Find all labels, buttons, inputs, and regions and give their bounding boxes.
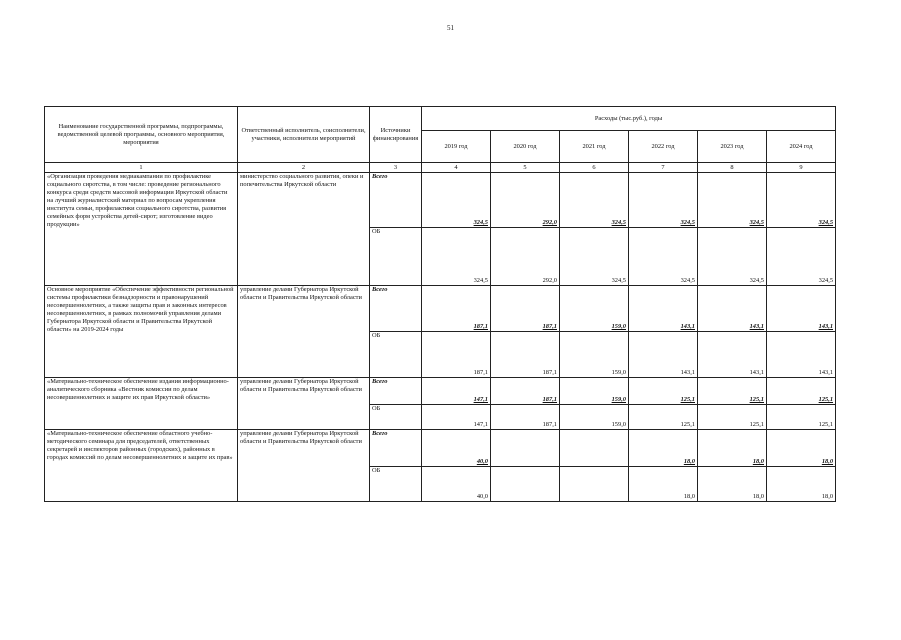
ob-value: 324,5 bbox=[767, 228, 836, 286]
header-name: Наименование государственной программы, подпрограммы, ведомственной целевой программы, основного мероприятия, мероприятия bbox=[45, 107, 238, 163]
total-value: 18,0 bbox=[629, 430, 698, 467]
ob-value: 125,1 bbox=[698, 405, 767, 430]
ob-value: 324,5 bbox=[629, 228, 698, 286]
total-value: 324,5 bbox=[629, 173, 698, 228]
ob-value: 187,1 bbox=[422, 332, 491, 378]
total-value: 143,1 bbox=[629, 286, 698, 332]
column-number: 8 bbox=[698, 163, 767, 173]
column-number: 5 bbox=[491, 163, 560, 173]
total-value: 324,5 bbox=[422, 173, 491, 228]
column-number: 6 bbox=[560, 163, 629, 173]
table-row bbox=[45, 430, 836, 467]
total-value: 187,1 bbox=[422, 286, 491, 332]
source-total-label: Всего bbox=[370, 173, 422, 228]
total-value: 292,0 bbox=[491, 173, 560, 228]
total-value: 147,1 bbox=[422, 378, 491, 405]
source-ob-label: ОБ bbox=[370, 228, 422, 286]
header-expenses: Расходы (тыс.руб.), годы bbox=[422, 107, 836, 131]
total-value: 143,1 bbox=[698, 286, 767, 332]
total-value: 324,5 bbox=[560, 173, 629, 228]
total-value bbox=[491, 430, 560, 467]
ob-value: 18,0 bbox=[629, 467, 698, 502]
total-value: 159,0 bbox=[560, 378, 629, 405]
total-value: 40,0 bbox=[422, 430, 491, 467]
ob-value: 324,5 bbox=[698, 228, 767, 286]
ob-value: 159,0 bbox=[560, 405, 629, 430]
activity-name: «Материально-техническое обеспечение областного учебно-методического семинара для председателей, ответственных секретарей и инспекторов районных (городских), районных в городах комиссий по делам несовершеннолетних и защите их прав» bbox=[45, 430, 238, 502]
ob-value: 143,1 bbox=[629, 332, 698, 378]
ob-value: 125,1 bbox=[767, 405, 836, 430]
source-ob-label: ОБ bbox=[370, 332, 422, 378]
activity-name: Основное мероприятие «Обеспечение эффективности региональной системы профилактики безнадзорности и правонарушений несовершеннолетних, а также защиты прав и законных интересов несовершеннолетних, в рамках полномочий управления делами Губернатора Иркутской области и Правительства Иркутской области» на 2019-2024 годы bbox=[45, 286, 238, 378]
ob-value: 18,0 bbox=[767, 467, 836, 502]
header-year: 2023 год bbox=[698, 131, 767, 163]
table-row bbox=[45, 173, 836, 228]
total-value: 18,0 bbox=[698, 430, 767, 467]
ob-value: 159,0 bbox=[560, 332, 629, 378]
ob-value: 187,1 bbox=[491, 405, 560, 430]
header-year: 2021 год bbox=[560, 131, 629, 163]
total-value: 324,5 bbox=[767, 173, 836, 228]
activity-executor: управление делами Губернатора Иркутской области и Правительства Иркутской области bbox=[238, 430, 370, 502]
total-value bbox=[560, 430, 629, 467]
page-number: 51 bbox=[447, 24, 454, 32]
header-year: 2020 год bbox=[491, 131, 560, 163]
ob-value: 143,1 bbox=[698, 332, 767, 378]
source-total-label: Всего bbox=[370, 378, 422, 405]
total-value: 125,1 bbox=[767, 378, 836, 405]
source-total-label: Всего bbox=[370, 286, 422, 332]
total-value: 18,0 bbox=[767, 430, 836, 467]
table-row bbox=[45, 378, 836, 405]
ob-value: 40,0 bbox=[422, 467, 491, 502]
ob-value: 324,5 bbox=[560, 228, 629, 286]
total-value: 125,1 bbox=[629, 378, 698, 405]
ob-value: 324,5 bbox=[422, 228, 491, 286]
total-value: 159,0 bbox=[560, 286, 629, 332]
total-value: 125,1 bbox=[698, 378, 767, 405]
activity-executor: министерство социального развития, опеки и попечительства Иркутской области bbox=[238, 173, 370, 286]
header-year: 2022 год bbox=[629, 131, 698, 163]
total-value: 187,1 bbox=[491, 286, 560, 332]
header-executor: Ответственный исполнитель, соисполнители, участники, исполнители мероприятий bbox=[238, 107, 370, 163]
ob-value: 143,1 bbox=[767, 332, 836, 378]
expenses-table bbox=[44, 106, 836, 502]
ob-value bbox=[491, 467, 560, 502]
column-number: 3 bbox=[370, 163, 422, 173]
column-number: 7 bbox=[629, 163, 698, 173]
activity-name: «Материально-техническое обеспечение издания информационно-аналитического сборника «Вестник комиссии по делам несовершеннолетних и защите их прав Иркутской области» bbox=[45, 378, 238, 430]
total-value: 143,1 bbox=[767, 286, 836, 332]
activity-executor: управление делами Губернатора Иркутской области и Правительства Иркутской области bbox=[238, 286, 370, 378]
column-number: 4 bbox=[422, 163, 491, 173]
total-value: 324,5 bbox=[698, 173, 767, 228]
total-value: 187,1 bbox=[491, 378, 560, 405]
ob-value bbox=[560, 467, 629, 502]
column-number: 9 bbox=[767, 163, 836, 173]
column-number: 1 bbox=[45, 163, 238, 173]
ob-value: 125,1 bbox=[629, 405, 698, 430]
ob-value: 147,1 bbox=[422, 405, 491, 430]
source-total-label: Всего bbox=[370, 430, 422, 467]
source-ob-label: ОБ bbox=[370, 467, 422, 502]
table-row bbox=[45, 286, 836, 332]
activity-name: «Организация проведения медиакампании по профилактике социального сиротства, в том числе: проведение регионального конкурса среди средств массовой информации Иркутской области на лучший журналистский материал по вопросам укрепления института семьи, профилактики социального сиротства, развития семейных форм устройства детей-сирот; изготовление видео продукции» bbox=[45, 173, 238, 286]
ob-value: 187,1 bbox=[491, 332, 560, 378]
activity-executor: управление делами Губернатора Иркутской области и Правительства Иркутской области bbox=[238, 378, 370, 430]
ob-value: 292,0 bbox=[491, 228, 560, 286]
column-number: 2 bbox=[238, 163, 370, 173]
source-ob-label: ОБ bbox=[370, 405, 422, 430]
header-source: Источники финансирования bbox=[370, 107, 422, 163]
ob-value: 18,0 bbox=[698, 467, 767, 502]
header-year: 2019 год bbox=[422, 131, 491, 163]
header-year: 2024 год bbox=[767, 131, 836, 163]
